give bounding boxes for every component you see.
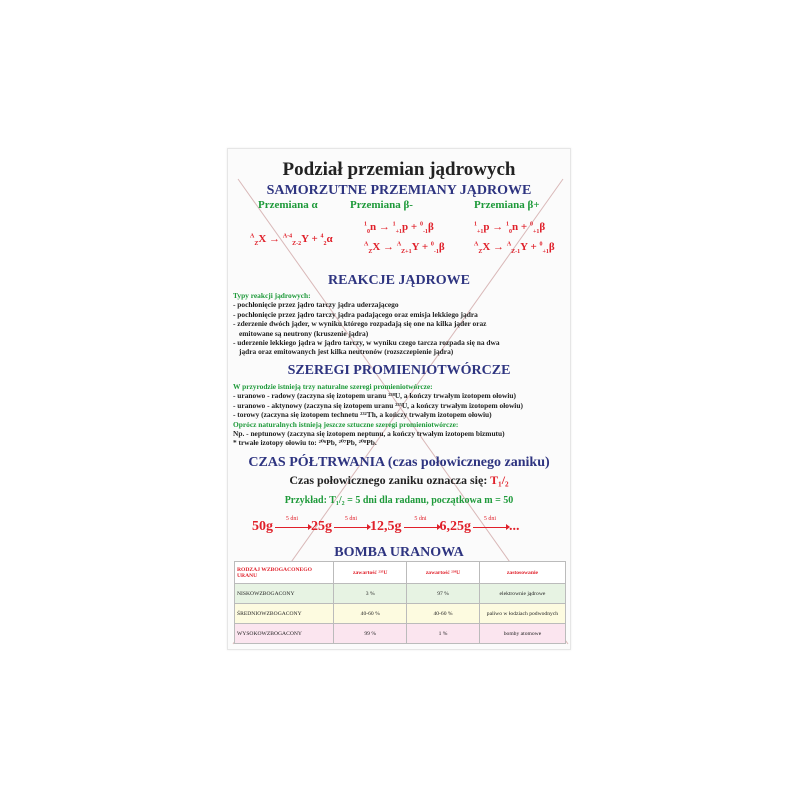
- table-header: zawartość ²³⁸U: [407, 562, 480, 584]
- table-header: RODZAJ WZBOGACONEGO URANU: [235, 562, 334, 584]
- table-row: [235, 604, 566, 624]
- beta-minus-label: Przemiana β-: [350, 199, 413, 211]
- reactions-line: - pochłonięcie przez jądro tarczy jądra padającego oraz emisja lekkiego jądra: [233, 309, 478, 319]
- table-header: zastosowanie: [479, 562, 565, 584]
- beta-minus-equation-2: $^A_Z$X → $^A_{Z+1}$Y + $^0_{-1}$β: [364, 241, 445, 256]
- beta-minus-equation-1: $^1_0$n → $^1_{+1}$p + $^0_{-1}$β: [364, 221, 434, 236]
- alpha-label: Przemiana α: [258, 199, 318, 211]
- series-line: * trwałe izotopy ołowiu to: ²⁰⁶Pb, ²⁰⁷Pb, ²⁰⁸Pb.: [233, 438, 377, 448]
- chain-value: ...: [509, 519, 520, 534]
- table-cell: 3 %: [334, 584, 407, 604]
- table-cell: 40-60 %: [407, 604, 480, 624]
- series-list: [233, 382, 565, 448]
- table-cell: 97 %: [407, 584, 480, 604]
- reactions-heading: REAKCJE JĄDROWE: [328, 273, 470, 288]
- chain-arrow: 5 dni: [275, 519, 309, 528]
- table-header: zawartość ²³⁵U: [334, 562, 407, 584]
- halflife-symbol: T₁/₂: [490, 473, 509, 487]
- halflife-example: Przykład: T₁/₂ = 5 dni dla radanu, początkowa m = 50: [284, 495, 514, 506]
- reactions-line: - zderzenie dwóch jąder, w wyniku którego rozpadają się one na kilka jąder oraz: [233, 319, 487, 329]
- poster: [227, 148, 571, 650]
- chain-value: 50g: [252, 519, 273, 534]
- table-cell: bomby atomowe: [479, 624, 565, 644]
- reactions-line: emitowane są neutrony (kruszenie jądra): [239, 328, 369, 338]
- bomb-heading: BOMBA URANOWA: [334, 545, 464, 560]
- table-cell: WYSOKOWZBOGACONY: [235, 624, 334, 644]
- reactions-list: [233, 291, 565, 357]
- series-line: Np. - neptunowy (zaczyna się izotopem neptunu, a kończy trwałym izotopem bizmutu): [233, 429, 505, 439]
- chain-value: 12,5g: [370, 519, 402, 534]
- alpha-equation: $^A_Z$X → $^{A-4}_{Z-2}$Y + $^4_2$α: [250, 233, 333, 248]
- table-cell: 1 %: [407, 624, 480, 644]
- table-cell: NISKOWZBOGACONY: [235, 584, 334, 604]
- halflife-denoted-text: Czas połowicznego zaniku oznacza się:: [289, 473, 488, 487]
- uranium-table: [234, 561, 566, 644]
- table-cell: 40-60 %: [334, 604, 407, 624]
- page-title: Podział przemian jądrowych: [282, 159, 516, 180]
- series-line: - uranowo - radowy (zaczyna się izotopem uranu ²³⁸U, a kończy trwałym izotopem ołowiu): [233, 391, 516, 401]
- reactions-types-heading: Typy reakcji jądrowych:: [233, 291, 311, 300]
- table-cell: 99 %: [334, 624, 407, 644]
- table-header-row: [235, 562, 566, 584]
- reactions-line: - uderzenie lekkiego jądra w jądro tarczy, w wyniku czego tarcza rozpada się na dwa: [233, 338, 500, 348]
- series-natural-heading: W przyrodzie istnieją trzy naturalne szeregi promieniotwórcze:: [233, 382, 433, 391]
- chain-arrow: 5 dni: [334, 519, 368, 528]
- chain-value: 6,25g: [439, 519, 471, 534]
- beta-plus-equation-2: $^A_Z$X → $^A_{Z-1}$Y + $^0_{+1}$β: [474, 241, 555, 256]
- halflife-denoted: [228, 473, 570, 488]
- table-cell: ŚREDNIOWZBOGACONY: [235, 604, 334, 624]
- series-artificial-heading: Oprócz naturalnych istnieją jeszcze sztuczne szeregi promieniotwórcze:: [233, 419, 459, 429]
- table-row: [235, 584, 566, 604]
- series-line: - torowy (zaczyna się izotopem technetu ²³²Th, a kończy trwałym izotopem ołowiu): [233, 410, 492, 420]
- beta-plus-label: Przemiana β+: [474, 199, 540, 211]
- reactions-line: - pochłonięcie przez jądro tarczy jądra uderzającego: [233, 300, 399, 310]
- table-row: [235, 624, 566, 644]
- spontaneous-heading: SAMORZUTNE PRZEMIANY JĄDROWE: [266, 183, 532, 198]
- reactions-line: jądra oraz emitowanych jest kilka neutronów (rozszczepienie jądra): [239, 347, 454, 357]
- chain-value: 25g: [311, 519, 332, 534]
- decay-chain: [252, 516, 520, 535]
- chain-arrow: 5 dni: [404, 519, 438, 528]
- table-cell: paliwo w łodziach podwodnych: [479, 604, 565, 624]
- beta-plus-equation-1: $^1_{+1}$p → $^1_0$n + $^0_{+1}$β: [474, 221, 546, 236]
- table-cell: elektrownie jądrowe: [479, 584, 565, 604]
- series-heading: SZEREGI PROMIENIOTWÓRCZE: [287, 363, 511, 378]
- chain-arrow: 5 dni: [473, 519, 507, 528]
- halflife-heading: CZAS PÓŁTRWANIA (czas połowicznego zaniku): [248, 455, 550, 470]
- series-line: - uranowo - aktynowy (zaczyna się izotopem uranu ²³⁵U, a kończy trwałym izotopem ołowiu): [233, 400, 523, 410]
